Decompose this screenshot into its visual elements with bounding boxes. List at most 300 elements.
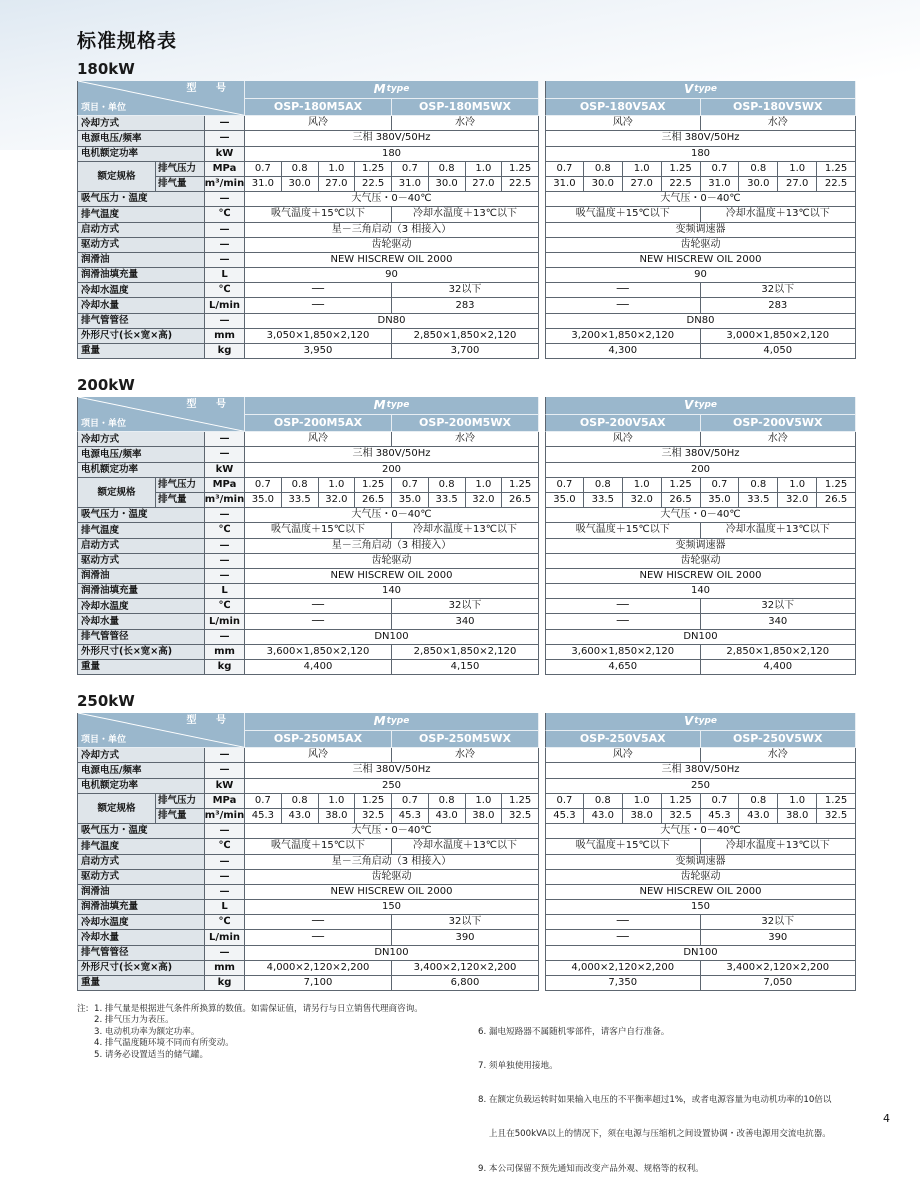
value-cell: 32以下 [392,915,539,930]
type-letter: V [683,714,694,729]
value-cell: 齿轮驱动 [545,238,856,253]
row-label-motor: 电机额定功率 [77,463,205,478]
value-cell: 90 [245,268,539,283]
flow-value: 32.0 [466,493,503,508]
value-cell: 冷却水温度＋13℃以下 [392,207,539,222]
flow-value: 22.5 [662,177,701,192]
row-label-cooling: 冷却方式 [77,432,205,447]
value-cell: 283 [701,298,857,313]
value-cell: 变频调速器 [545,539,856,554]
value-cell: 4,000×2,120×2,200 [545,961,701,976]
row-label-pressure: 排气压力 [156,794,205,809]
type-letter: V [683,398,694,413]
row-unit-lube: — [205,569,245,584]
pressure-value: 1.0 [319,478,356,493]
row-label-flow: 排气量 [156,493,205,508]
pressure-value: 1.0 [778,794,817,809]
value-cell: NEW HISCREW OIL 2000 [245,569,539,584]
type-letter: M [373,82,386,97]
value-cell: DN80 [545,314,856,329]
flow-value: 27.0 [623,177,662,192]
pressure-value: 1.25 [355,162,392,177]
value-cell: 140 [245,584,539,599]
pressure-value: 1.0 [466,794,503,809]
value-cell: 三相 380V/50Hz [545,131,856,146]
flow-value: 45.3 [545,809,584,824]
row-label-weight: 重量 [77,344,205,359]
note-item: 5. 请务必设置适当的储气罐。 [94,1049,209,1060]
pressure-value: 0.7 [245,794,282,809]
flow-value: 22.5 [502,177,539,192]
value-cell: 200 [245,463,539,478]
value-cell: ── [545,298,701,313]
m-type-table [77,397,539,690]
value-cell: 水冷 [701,116,857,131]
value-cell: DN100 [545,630,856,645]
row-label-power: 电源电压/频率 [77,131,205,146]
model-name: OSP-180M5WX [392,99,539,117]
value-cell: DN100 [245,946,539,961]
flow-value: 30.0 [584,177,623,192]
value-cell: 大气压・0－40℃ [545,192,856,207]
pressure-value: 1.0 [778,162,817,177]
flow-value: 43.0 [584,809,623,824]
row-unit-pressure: MPa [205,478,245,493]
pressure-value: 0.7 [392,478,429,493]
value-cell: 90 [545,268,856,283]
flow-value: 45.3 [701,809,740,824]
spec-table-200kw [77,397,856,683]
value-cell: 3,700 [392,344,539,359]
value-cell: 7,050 [701,976,857,991]
row-label-water_flow: 冷却水量 [77,298,205,313]
type-letter: M [373,398,386,413]
value-cell: 32以下 [701,915,857,930]
pressure-value: 1.25 [662,794,701,809]
note-item: 8. 在额定负载运转时如果输入电压的不平衡率超过1%，或者电源容量为电动机功率的10倍以 [478,1095,832,1106]
model-name: OSP-200M5AX [245,415,392,433]
value-cell: 水冷 [701,432,857,447]
v-type-header [545,713,856,731]
spec-table-250kw [77,713,856,999]
row-label-dims: 外形尺寸(长×宽×高) [77,961,205,976]
value-cell: 吸气温度＋15℃以下 [545,839,701,854]
value-cell: 三相 380V/50Hz [245,763,539,778]
row-label-lube_fill: 润滑油填充量 [77,268,205,283]
pressure-value: 1.0 [319,794,356,809]
value-cell: 大气压・0－40℃ [245,508,539,523]
row-unit-water_flow: L/min [205,930,245,945]
pressure-value: 1.25 [502,478,539,493]
pressure-value: 1.25 [817,478,856,493]
model-name: OSP-250V5AX [545,731,701,749]
page-title: 标准规格表 [77,30,178,52]
row-label-power: 电源电压/频率 [77,447,205,462]
row-label-weight: 重量 [77,976,205,991]
value-cell: ── [245,599,392,614]
flow-value: 27.0 [319,177,356,192]
note-item: 上且在500kVA以上的情况下，须在电源与压缩机之间设置协调・改善电源用交流电抗器。 [478,1129,831,1140]
notes-right [478,1004,831,1187]
row-label-intake: 吸气压力・温度 [77,508,205,523]
value-cell: 星－三角启动（3 相接入） [245,223,539,238]
value-cell: NEW HISCREW OIL 2000 [545,253,856,268]
row-label-start: 启动方式 [77,223,205,238]
row-label-start: 启动方式 [77,855,205,870]
value-cell: 250 [545,779,856,794]
row-label-weight: 重量 [77,660,205,675]
flow-value: 22.5 [817,177,856,192]
value-cell: 3,600×1,850×2,120 [245,645,392,660]
notes-prefix: 注: [77,1004,89,1014]
model-name: OSP-180V5WX [701,99,857,117]
pressure-value: 1.25 [817,162,856,177]
m-type-header [245,81,539,99]
type-word: type [694,83,717,94]
pressure-value: 1.0 [466,478,503,493]
row-unit-lube_fill: L [205,584,245,599]
flow-value: 45.3 [392,809,429,824]
value-cell: 吸气温度＋15℃以下 [545,207,701,222]
flow-value: 32.5 [355,809,392,824]
row-unit-lube: — [205,253,245,268]
row-unit-motor: kW [205,147,245,162]
row-label-start: 启动方式 [77,539,205,554]
row-unit-drive: — [205,870,245,885]
flow-value: 22.5 [355,177,392,192]
value-cell: 齿轮驱动 [245,870,539,885]
value-cell: 大气压・0－40℃ [245,192,539,207]
value-cell: 2,850×1,850×2,120 [392,645,539,660]
value-cell: ── [245,930,392,945]
pressure-value: 0.7 [545,162,584,177]
v-type-header [545,81,856,99]
pressure-value: 0.8 [584,478,623,493]
value-cell: 32以下 [392,283,539,298]
value-cell: NEW HISCREW OIL 2000 [545,885,856,900]
flow-value: 32.0 [778,493,817,508]
value-cell: 吸气温度＋15℃以下 [245,839,392,854]
row-label-drive: 驱动方式 [77,554,205,569]
value-cell: 冷却水温度＋13℃以下 [701,839,857,854]
row-label-cooling: 冷却方式 [77,748,205,763]
value-cell: 大气压・0－40℃ [245,824,539,839]
flow-value: 33.5 [584,493,623,508]
value-cell: 三相 380V/50Hz [545,763,856,778]
row-unit-dims: mm [205,961,245,976]
row-label-water_flow: 冷却水量 [77,614,205,629]
section-title-250kw: 250kW [77,692,135,710]
model-name: OSP-180V5AX [545,99,701,117]
pressure-value: 1.25 [502,794,539,809]
value-cell: 变频调速器 [545,855,856,870]
row-label-pipe: 排气管管径 [77,946,205,961]
type-letter: V [683,82,694,97]
value-cell: 冷却水温度＋13℃以下 [392,523,539,538]
type-word: type [694,399,717,410]
value-cell: DN80 [245,314,539,329]
flow-value: 38.0 [319,809,356,824]
value-cell: 2,850×1,850×2,120 [701,645,857,660]
m-type-table [77,713,539,1006]
value-cell: 200 [545,463,856,478]
flow-value: 32.0 [623,493,662,508]
note-item: 7. 须单独使用接地。 [478,1061,558,1072]
row-label-flow: 排气量 [156,177,205,192]
row-unit-flow: m³/min [205,177,245,192]
value-cell: 齿轮驱动 [545,554,856,569]
header-corner [77,713,245,748]
pressure-value: 0.7 [545,794,584,809]
model-name: OSP-250V5WX [701,731,857,749]
pressure-value: 0.8 [429,794,466,809]
flow-value: 30.0 [282,177,319,192]
value-cell: DN100 [545,946,856,961]
page-number: 4 [883,1112,890,1125]
row-unit-exhaust_temp: ℃ [205,207,245,222]
note-item: 1. 排气量是根据进气条件所换算的数值。如需保证值，请另行与日立销售代理商咨询。 [94,1004,423,1014]
row-unit-motor: kW [205,463,245,478]
row-unit-flow: m³/min [205,493,245,508]
type-word: type [386,399,410,410]
model-name: OSP-180M5AX [245,99,392,117]
row-unit-power: — [205,131,245,146]
row-label-dims: 外形尺寸(长×宽×高) [77,645,205,660]
flow-value: 32.5 [502,809,539,824]
value-cell: 星－三角启动（3 相接入） [245,855,539,870]
pressure-value: 0.7 [701,478,740,493]
value-cell: 三相 380V/50Hz [245,447,539,462]
flow-value: 31.0 [701,177,740,192]
pressure-value: 1.25 [817,794,856,809]
flow-value: 33.5 [282,493,319,508]
value-cell: ── [245,614,392,629]
value-cell: 4,650 [545,660,701,675]
value-cell: ── [545,599,701,614]
row-unit-start: — [205,539,245,554]
pressure-value: 0.8 [429,478,466,493]
value-cell: 吸气温度＋15℃以下 [245,523,392,538]
value-cell: 7,350 [545,976,701,991]
flow-value: 30.0 [739,177,778,192]
value-cell: 水冷 [392,432,539,447]
value-cell: 3,200×1,850×2,120 [545,329,701,344]
flow-value: 35.0 [392,493,429,508]
value-cell: ── [245,915,392,930]
value-cell: ── [245,298,392,313]
pressure-value: 0.7 [545,478,584,493]
row-unit-start: — [205,855,245,870]
pressure-value: 0.7 [392,794,429,809]
pressure-value: 0.8 [739,162,778,177]
row-unit-exhaust_temp: ℃ [205,523,245,538]
note-item: 4. 排气温度随环境不同而有所变动。 [94,1038,234,1049]
row-label-power: 电源电压/频率 [77,763,205,778]
value-cell: 水冷 [701,748,857,763]
row-label-exhaust_temp: 排气温度 [77,839,205,854]
row-label-pipe: 排气管管径 [77,314,205,329]
value-cell: 变频调速器 [545,223,856,238]
value-cell: 风冷 [545,748,701,763]
row-unit-lube_fill: L [205,268,245,283]
pressure-value: 0.8 [282,162,319,177]
value-cell: 2,850×1,850×2,120 [392,329,539,344]
flow-value: 33.5 [739,493,778,508]
flow-value: 43.0 [739,809,778,824]
value-cell: DN100 [245,630,539,645]
flow-value: 38.0 [778,809,817,824]
row-label-lube_fill: 润滑油填充量 [77,900,205,915]
row-unit-lube: — [205,885,245,900]
value-cell: 340 [701,614,857,629]
flow-value: 38.0 [623,809,662,824]
row-unit-lube_fill: L [205,900,245,915]
item-unit-header-label: 项目・单位 [81,419,127,430]
v-type-table [545,397,856,690]
row-unit-intake: — [205,508,245,523]
model-header-label: 型 号 [186,399,234,410]
value-cell: 3,000×1,850×2,120 [701,329,857,344]
pressure-value: 1.0 [623,162,662,177]
note-item: 2. 排气压力为表压。 [94,1015,174,1026]
value-cell: 3,400×2,120×2,200 [392,961,539,976]
value-cell: 250 [245,779,539,794]
row-label-drive: 驱动方式 [77,238,205,253]
section-title-200kw: 200kW [77,376,135,394]
value-cell: 7,100 [245,976,392,991]
value-cell: 283 [392,298,539,313]
m-type-header [245,397,539,415]
value-cell: 水冷 [392,748,539,763]
value-cell: 3,600×1,850×2,120 [545,645,701,660]
value-cell: 4,300 [545,344,701,359]
value-cell: NEW HISCREW OIL 2000 [245,885,539,900]
spec-table-180kw [77,81,856,367]
note-item: 9. 本公司保留不预先通知而改变产品外观、规格等的权利。 [478,1163,704,1174]
value-cell: 180 [545,147,856,162]
row-label-lube_fill: 润滑油填充量 [77,584,205,599]
row-label-water_flow: 冷却水量 [77,930,205,945]
flow-value: 27.0 [466,177,503,192]
value-cell: 风冷 [545,432,701,447]
value-cell: 390 [392,930,539,945]
v-type-table [545,713,856,1006]
value-cell: 冷却水温度＋13℃以下 [701,207,857,222]
value-cell: 吸气温度＋15℃以下 [245,207,392,222]
flow-value: 27.0 [778,177,817,192]
model-name: OSP-200V5AX [545,415,701,433]
note-item: 3. 电动机功率为额定功率。 [94,1026,200,1037]
flow-value: 26.5 [817,493,856,508]
value-cell: 390 [701,930,857,945]
row-label-motor: 电机额定功率 [77,147,205,162]
row-unit-drive: — [205,554,245,569]
row-label-rated: 额定规格 [77,162,156,192]
row-label-exhaust_temp: 排气温度 [77,207,205,222]
flow-value: 31.0 [392,177,429,192]
row-unit-drive: — [205,238,245,253]
model-name: OSP-250M5WX [392,731,539,749]
value-cell: 冷却水温度＋13℃以下 [701,523,857,538]
row-unit-water_temp: ℃ [205,599,245,614]
pressure-value: 0.8 [739,478,778,493]
pressure-value: 0.7 [701,794,740,809]
flow-value: 32.5 [817,809,856,824]
row-unit-intake: — [205,824,245,839]
row-label-pipe: 排气管管径 [77,630,205,645]
value-cell: 齿轮驱动 [245,554,539,569]
flow-value: 32.0 [319,493,356,508]
row-unit-pipe: — [205,946,245,961]
v-type-header [545,397,856,415]
value-cell: 三相 380V/50Hz [245,131,539,146]
value-cell: 3,050×1,850×2,120 [245,329,392,344]
row-label-dims: 外形尺寸(长×宽×高) [77,329,205,344]
pressure-value: 0.8 [282,478,319,493]
value-cell: 150 [245,900,539,915]
row-unit-weight: kg [205,660,245,675]
row-label-lube: 润滑油 [77,885,205,900]
flow-value: 32.5 [662,809,701,824]
value-cell: ── [245,283,392,298]
row-label-lube: 润滑油 [77,569,205,584]
pressure-value: 1.0 [466,162,503,177]
flow-value: 26.5 [502,493,539,508]
row-unit-pipe: — [205,630,245,645]
row-unit-water_flow: L/min [205,614,245,629]
m-type-table [77,81,539,374]
value-cell: 32以下 [392,599,539,614]
flow-value: 45.3 [245,809,282,824]
row-unit-intake: — [205,192,245,207]
header-corner [77,81,245,116]
row-label-water_temp: 冷却水温度 [77,599,205,614]
value-cell: 冷却水温度＋13℃以下 [392,839,539,854]
row-unit-water_flow: L/min [205,298,245,313]
pressure-value: 0.7 [245,478,282,493]
note-item: 6. 漏电短路器不属随机零部件，请客户自行准备。 [478,1026,670,1037]
value-cell: ── [545,614,701,629]
row-label-pressure: 排气压力 [156,162,205,177]
header-corner [77,397,245,432]
row-unit-pressure: MPa [205,162,245,177]
pressure-value: 1.0 [778,478,817,493]
value-cell: 风冷 [245,748,392,763]
model-name: OSP-200M5WX [392,415,539,433]
row-label-rated: 额定规格 [77,478,156,508]
value-cell: 齿轮驱动 [245,238,539,253]
flow-value: 35.0 [545,493,584,508]
pressure-value: 0.8 [584,162,623,177]
value-cell: 风冷 [545,116,701,131]
flow-value: 30.0 [429,177,466,192]
row-label-rated: 额定规格 [77,794,156,824]
pressure-value: 0.8 [584,794,623,809]
flow-value: 31.0 [545,177,584,192]
notes-left [94,1004,423,1061]
value-cell: ── [545,283,701,298]
model-header-label: 型 号 [186,83,234,94]
flow-value: 26.5 [662,493,701,508]
pressure-value: 1.25 [662,478,701,493]
value-cell: 星－三角启动（3 相接入） [245,539,539,554]
type-word: type [386,83,410,94]
value-cell: 水冷 [392,116,539,131]
flow-value: 26.5 [355,493,392,508]
row-label-motor: 电机额定功率 [77,779,205,794]
value-cell: 4,150 [392,660,539,675]
row-unit-pipe: — [205,314,245,329]
